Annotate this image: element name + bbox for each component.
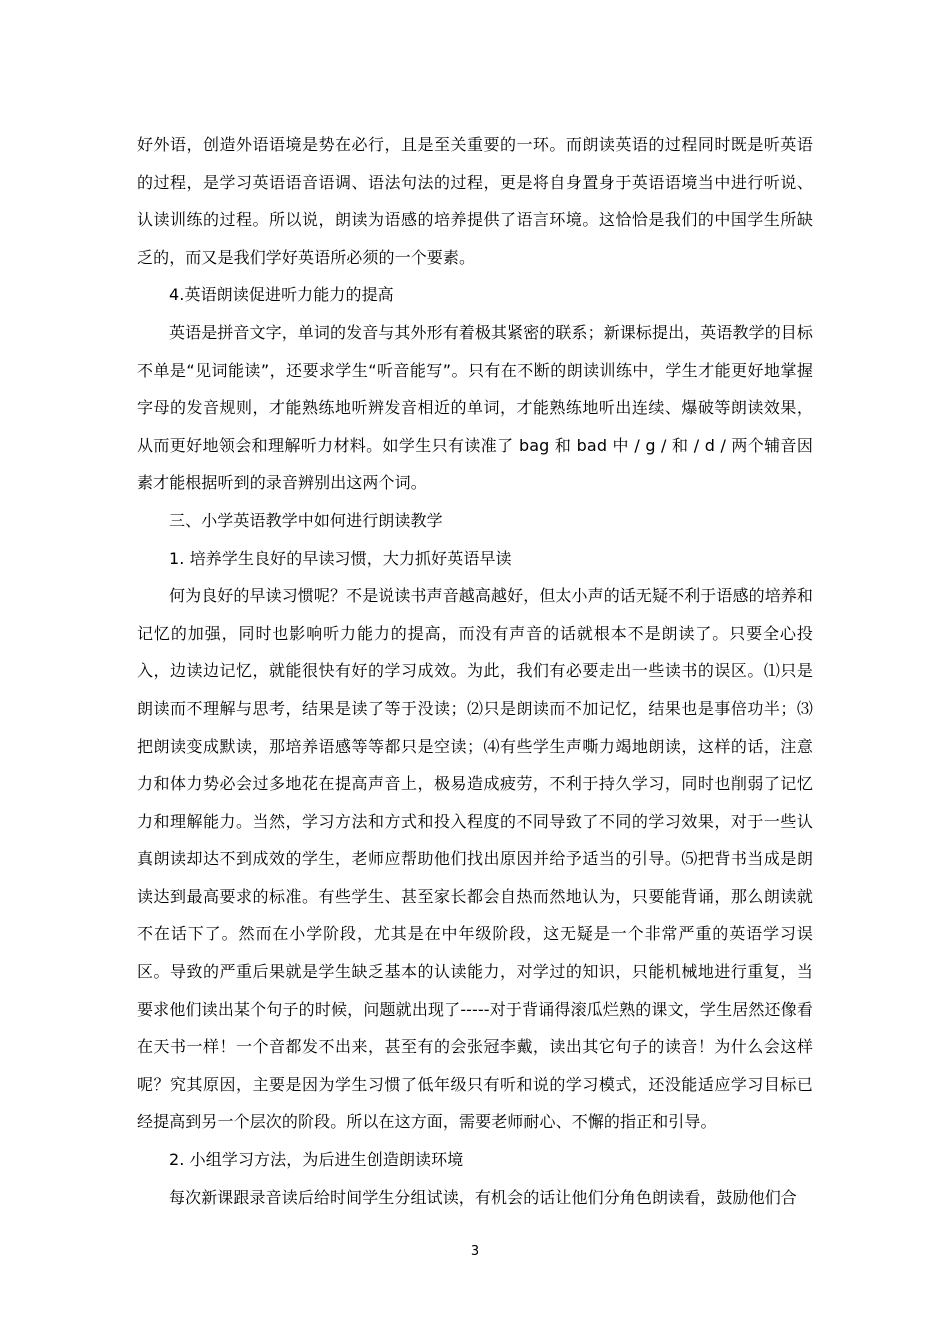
page-number: 3 (470, 1244, 480, 1259)
paragraph-listening: 英语是拼音文字，单词的发音与其外形有着极其紧密的联系；新课标提出，英语教学的目标不单是“见词能读”，还要求学生“听音能写”。只有在不断的朗读训练中，学生才能更好地掌握字母的发音规则，才能熟练地听辨发音相近的单词，才能熟练地听出连续、爆破等朗读效果，从而更好地领会和理解听力材料。如学生只有读准了 bag 和 bad 中 / g / 和 / d / 两个辅音因素才能根据听到的录音辨别出这两个词。 (137, 322, 814, 493)
paragraph-morning-reading: 何为良好的早读习惯呢？不是说读书声音越高越好，但太小声的话无疑不利于语感的培养和记忆的加强，同时也影响听力能力的提高，而没有声音的话就根本不是朗读了。只要全心投入，边读边记忆，就能很快有好的学习成效。为此，我们有必要走出一些读书的误区。⑴只是朗读而不理解与思考，结果是读了等于没读；⑵只是朗读而不加记忆，结果也是事倍功半；⑶把朗读变成默读，那培养语感等等都只是空读；⑷有些学生声嘶力竭地朗读，这样的话，注意力和体力势必会过多地花在提高声音上，极易造成疲劳，不利于持久学习，同时也削弱了记忆力和理解能力。当然，学习方法和方式和投入程度的不同导致了不同的学习效果，对于一些认真朗读却达不到成效的学生，老师应帮助他们找出原因并给予适当的引导。⑸把背书当成是朗读达到最高要求的标准。有些学生、甚至家长都会自热而然地认为，只要能背诵，那么朗读就不在话下了。然而在小学阶段，尤其是在中年级阶段，这无疑是一个非常严重的英语学习误区。导致的严重后果就是学生缺乏基本的认读能力，对学过的知识，只能机械地进行重复，当要求他们读出某个句子的时候，问题就出现了-----对于背诵得滚瓜烂熟的课文，学生居然还像看在天书一样！一个音都发不出来，甚至有的会张冠李戴，读出其它句子的读音！为什么会这样呢？究其原因，主要是因为学生习惯了低年级只有听和说的学习模式，还没能适应学习目标已经提高到另一个层次的阶段。所以在这方面，需要老师耐心、不懈的指正和引导。 (137, 586, 814, 1132)
paragraph-group-learning: 每次新课跟录音读后给时间学生分组试读，有机会的话让他们分角色朗读看，鼓励他们合 (169, 1187, 797, 1207)
paragraph-continuation: 好外语，创造外语语境是势在必行，且是至关重要的一环。而朗读英语的过程同时既是听英语的过程，是学习英语语音语调、语法句法的过程，更是将自身置身于英语语境当中进行听说、认读训练的过程。所以说，朗读为语感的培养提供了语言环境。这恰恰是我们的中国学生所缺乏的，而又是我们学好英语所必须的一个要素。 (137, 135, 813, 267)
subheading-2-group-learning: 2. 小组学习方法，为后进生创造朗读环境 (169, 1150, 464, 1170)
subheading-4-listening: 4.英语朗读促进听力能力的提高 (169, 285, 394, 305)
subheading-1-morning-reading: 1. 培养学生良好的早读习惯，大力抓好英语早读 (169, 548, 512, 568)
section-heading-3: 三、小学英语教学中如何进行朗读教学 (169, 510, 443, 530)
body-text (137, 126, 813, 1216)
